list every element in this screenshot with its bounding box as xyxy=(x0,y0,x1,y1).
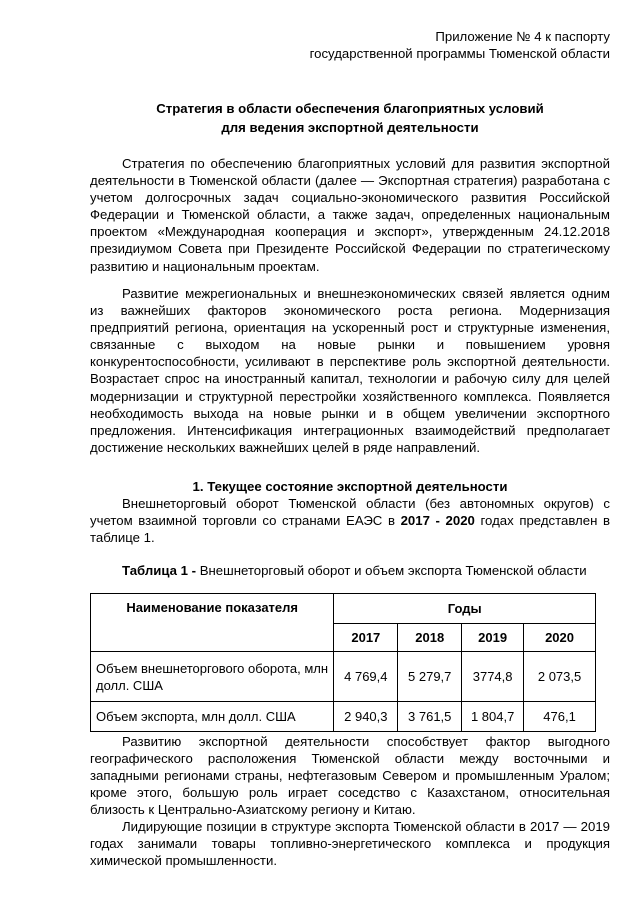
row-value: 3774,8 xyxy=(462,652,524,702)
row-value: 5 279,7 xyxy=(398,652,462,702)
section-1-title: 1. Текущее состояние экспортной деятельности xyxy=(192,479,508,494)
row-value: 1 804,7 xyxy=(462,702,524,732)
title-line-1: Стратегия в области обеспечения благоприятных условий xyxy=(156,101,544,116)
row-name: Объем экспорта, млн долл. США xyxy=(91,702,334,732)
table-caption-text: Внешнеторговый оборот и объем экспорта Тюменской области xyxy=(196,563,587,578)
export-table xyxy=(90,593,596,732)
annex-line-2: государственной программы Тюменской области xyxy=(309,46,610,61)
year-header: 2017 xyxy=(334,624,398,652)
table-row xyxy=(91,652,596,702)
section-1-text-a: Внешнеторговый оборот Тюменской области (без автономных округов) с учетом взаимной торговли со странами ЕАЭС в xyxy=(90,496,610,529)
annex-header xyxy=(310,28,610,62)
row-value: 2 940,3 xyxy=(334,702,398,732)
intro-paragraph-1: Стратегия по обеспечению благоприятных условий для развития экспортной деятельности в Тюменской области (далее — Экспортная стратегия) разработана с учетом долгосрочных задач социально-экономического развития Российской Федерации и Тюменской области, а также задач, определенных национальным проектом «Международная кооперация и экспорт», утвержденным 24.12.2018 президиумом Совета при Президенте Российской Федерации по стратегическому развитию и национальным проектам. xyxy=(90,156,610,274)
column-header-name: Наименование показателя xyxy=(91,594,334,652)
document-title xyxy=(90,99,610,137)
section-1-paragraph xyxy=(90,495,610,546)
closing-paragraph-1: Развитию экспортной деятельности способствует фактор выгодного географического расположения Тюменской области между восточными и западными регионами страны, нефтегазовым Севером и промышленным Уралом; кроме этого, большую роль играет соседство с Казахстаном, относительная близость к Центрально-Азиатскому региону и Китаю. xyxy=(90,734,610,818)
table-caption-label: Таблица 1 - xyxy=(122,563,197,578)
row-value: 2 073,5 xyxy=(524,652,596,702)
row-value: 3 761,5 xyxy=(398,702,462,732)
table-caption xyxy=(90,562,610,579)
table-row xyxy=(91,702,596,732)
year-header: 2018 xyxy=(398,624,462,652)
row-name: Объем внешнеторгового оборота, млн долл. США xyxy=(91,652,334,702)
row-value: 476,1 xyxy=(524,702,596,732)
column-header-years: Годы xyxy=(334,594,596,624)
row-value: 4 769,4 xyxy=(334,652,398,702)
section-1-text-b: годах представлен в таблице 1. xyxy=(90,513,610,546)
year-header: 2020 xyxy=(524,624,596,652)
annex-line-1: Приложение № 4 к паспорту xyxy=(435,29,610,44)
section-1-years: 2017 - 2020 xyxy=(400,513,475,529)
title-line-2: для ведения экспортной деятельности xyxy=(221,120,479,135)
year-header: 2019 xyxy=(462,624,524,652)
intro-paragraph-2: Развитие межрегиональных и внешнеэкономических связей является одним из важнейших факторов экономического роста региона. Модернизация предприятий региона, ориентация на ускоренный рост и структурные изменения, связанные с выходом на новые рынки и повышением уровня конкурентоспособности, усиливают в перспективе роль экспортной деятельности. Возрастает спрос на иностранный капитал, технологии и рабочую силу для целей модернизации и структурной перестройки хозяйственного комплекса. Появляется необходимость выхода на новые рынки и в общем увеличении экспортного предложения. Интенсификация интеграционных взаимодействий предполагает достижение нескольких важнейших целей в ряде направлений. xyxy=(90,286,610,455)
closing-paragraph-2: Лидирующие позиции в структуре экспорта Тюменской области в 2017 — 2019 годах занимали товары топливно-энергетического комплекса и продукция химической промышленности. xyxy=(90,819,610,869)
